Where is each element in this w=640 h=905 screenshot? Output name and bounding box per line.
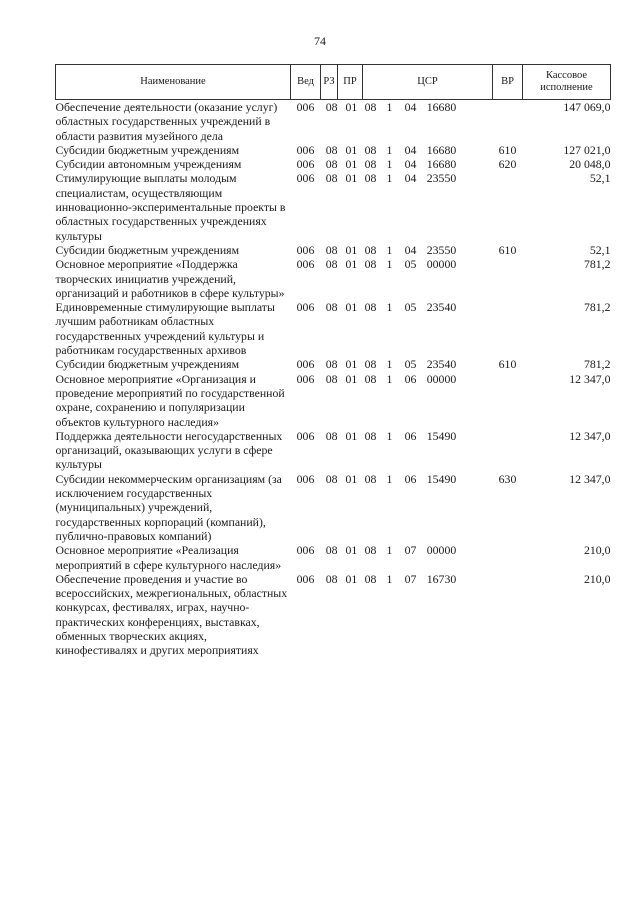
- row-name: Основное мероприятие «Реализация мероприятий в сфере культурного наследия»: [55, 543, 282, 572]
- row-amount: 210,0: [583, 571, 611, 586]
- row-rz-pr: [321, 543, 363, 572]
- row-csr-subprogram: 1: [386, 171, 393, 186]
- row-vr: [493, 171, 523, 242]
- table-body: [56, 100, 611, 658]
- row-amount: 210,0: [583, 543, 611, 558]
- header-pr: ПР: [338, 65, 363, 100]
- row-rz: 08: [325, 157, 338, 172]
- row-csr-direction: 15490: [426, 428, 457, 443]
- header-amount: Кассовое исполнение: [523, 65, 611, 100]
- table-row: [56, 472, 611, 543]
- table-header-row: [56, 65, 611, 100]
- row-amount: 52,1: [589, 242, 611, 257]
- row-rz-pr: [321, 572, 363, 658]
- table-row: [56, 171, 611, 242]
- page-number: 74: [314, 34, 326, 48]
- row-rz-pr: [321, 100, 363, 143]
- row-ved: 006: [296, 571, 315, 586]
- row-csr-event: 04: [404, 242, 417, 257]
- row-csr-event: 04: [404, 142, 417, 157]
- row-ved: 006: [296, 428, 315, 443]
- row-vr: [493, 100, 523, 143]
- row-vr: [493, 572, 523, 658]
- row-csr: [363, 100, 493, 143]
- row-csr-program: 08: [364, 428, 377, 443]
- header-csr: ЦСР: [363, 65, 493, 100]
- row-csr-event: 05: [404, 300, 417, 315]
- row-csr-direction: 00000: [426, 543, 457, 558]
- row-csr-subprogram: 1: [386, 242, 393, 257]
- row-rz: 08: [325, 571, 338, 586]
- row-ved: 006: [296, 257, 315, 272]
- row-csr-event: 04: [404, 171, 417, 186]
- row-ved: 006: [296, 157, 315, 172]
- header-rz: РЗ: [321, 65, 338, 100]
- row-ved: 006: [296, 543, 315, 558]
- row-csr: [363, 143, 493, 157]
- row-csr-direction: 23550: [426, 171, 457, 186]
- row-csr-subprogram: 1: [386, 357, 393, 372]
- budget-table: [55, 64, 611, 658]
- row-rz-pr: [321, 143, 363, 157]
- row-vr: 620: [498, 157, 517, 172]
- row-rz: 08: [325, 371, 338, 386]
- row-csr-program: 08: [364, 571, 377, 586]
- row-rz: 08: [325, 300, 338, 315]
- row-csr: [363, 357, 493, 371]
- row-vr: [493, 300, 523, 357]
- row-rz: 08: [325, 100, 338, 114]
- row-csr-subprogram: 1: [386, 157, 393, 172]
- row-vr: [493, 429, 523, 472]
- row-csr-subprogram: 1: [386, 571, 393, 586]
- header-ved: Вед: [291, 65, 321, 100]
- row-pr: 01: [345, 171, 358, 186]
- row-csr-program: 08: [364, 242, 377, 257]
- row-ved: 006: [296, 242, 315, 257]
- row-csr: [363, 572, 493, 658]
- row-pr: 01: [345, 300, 358, 315]
- row-csr: [363, 472, 493, 543]
- row-csr-event: 05: [404, 357, 417, 372]
- row-csr-event: 04: [404, 100, 417, 114]
- row-rz: 08: [325, 171, 338, 186]
- table-row: [56, 257, 611, 300]
- row-name: Субсидии автономным учреждениям: [55, 157, 242, 172]
- table-row: [56, 543, 611, 572]
- row-csr-subprogram: 1: [386, 543, 393, 558]
- row-name: Субсидии бюджетным учреждениям: [55, 357, 240, 372]
- row-csr: [363, 372, 493, 429]
- row-csr: [363, 257, 493, 300]
- row-csr-direction: 00000: [426, 257, 457, 272]
- row-amount: 781,2: [583, 300, 611, 315]
- row-amount: 52,1: [589, 171, 611, 186]
- row-name: Основное мероприятие «Поддержка творческих инициатив учреждений, организаций и работников в сфере культуры»: [55, 257, 285, 300]
- row-name: Поддержка деятельности негосударственных организаций, оказывающих услуги в сфере культуры: [55, 428, 283, 472]
- row-ved: 006: [296, 357, 315, 372]
- row-pr: 01: [345, 100, 358, 114]
- row-csr-program: 08: [364, 300, 377, 315]
- row-vr: 610: [498, 242, 517, 257]
- row-pr: 01: [345, 142, 358, 157]
- row-csr-subprogram: 1: [386, 428, 393, 443]
- row-name: Субсидии бюджетным учреждениям: [55, 142, 240, 157]
- row-name: Единовременные стимулирующие выплаты лучшим работникам областных государственных учреждений культуры и работникам государственных архивов: [55, 300, 275, 358]
- table-row: [56, 300, 611, 357]
- row-rz: 08: [325, 242, 338, 257]
- row-csr-program: 08: [364, 157, 377, 172]
- row-name: Стимулирующие выплаты молодым специалистам, осуществляющим инновационно-экспериментальные проекты в областных государственных учреждениях культуры: [55, 171, 286, 243]
- row-rz: 08: [325, 543, 338, 558]
- row-pr: 01: [345, 242, 358, 257]
- row-vr: 610: [498, 142, 517, 157]
- row-csr: [363, 429, 493, 472]
- row-rz-pr: [321, 472, 363, 543]
- row-csr-direction: 23540: [426, 357, 457, 372]
- row-csr-subprogram: 1: [386, 100, 393, 114]
- row-csr-direction: 23540: [426, 300, 457, 315]
- row-csr-program: 08: [364, 100, 377, 114]
- header-name: Наименование: [56, 65, 291, 100]
- row-csr-program: 08: [364, 357, 377, 372]
- row-name: Субсидии бюджетным учреждениям: [55, 242, 240, 257]
- row-rz-pr: [321, 357, 363, 371]
- row-csr-program: 08: [364, 257, 377, 272]
- row-csr-program: 08: [364, 171, 377, 186]
- row-rz-pr: [321, 171, 363, 242]
- row-csr: [363, 300, 493, 357]
- row-name: Основное мероприятие «Организация и проведение мероприятий по государственной охране, сохранению и популяризации объектов культурного наследия»: [55, 371, 285, 429]
- row-vr: [493, 372, 523, 429]
- row-csr-subprogram: 1: [386, 300, 393, 315]
- row-csr-program: 08: [364, 371, 377, 386]
- row-csr-direction: 16680: [426, 100, 457, 114]
- table-row: [56, 429, 611, 472]
- row-name: Субсидии некоммерческим организациям (за исключением государственных (муниципальных) учреждений, государственных корпораций (компаний), публично-правовых компаний): [55, 471, 282, 543]
- row-rz: 08: [325, 257, 338, 272]
- row-rz-pr: [321, 429, 363, 472]
- row-amount: 12 347,0: [569, 428, 611, 443]
- row-ved: 006: [296, 471, 315, 486]
- row-vr: 630: [498, 471, 517, 486]
- row-csr-event: 04: [404, 157, 417, 172]
- row-csr: [363, 543, 493, 572]
- row-csr-subprogram: 1: [386, 257, 393, 272]
- row-pr: 01: [345, 571, 358, 586]
- row-csr: [363, 157, 493, 171]
- row-csr-program: 08: [364, 543, 377, 558]
- row-name: Обеспечение деятельности (оказание услуг) областных государственных учреждений в области развития музейного дела: [55, 100, 278, 143]
- row-rz-pr: [321, 243, 363, 257]
- row-rz: 08: [325, 471, 338, 486]
- table-row: [56, 143, 611, 157]
- row-pr: 01: [345, 428, 358, 443]
- row-csr-direction: 16730: [426, 571, 457, 586]
- row-csr-subprogram: 1: [386, 142, 393, 157]
- row-csr: [363, 171, 493, 242]
- row-vr: [493, 257, 523, 300]
- table-row: [56, 157, 611, 171]
- row-vr: 610: [498, 357, 517, 372]
- row-csr-subprogram: 1: [386, 371, 393, 386]
- row-csr-event: 05: [404, 257, 417, 272]
- row-rz-pr: [321, 257, 363, 300]
- row-pr: 01: [345, 257, 358, 272]
- row-amount: 147 069,0: [563, 100, 611, 114]
- row-amount: 12 347,0: [569, 471, 611, 486]
- table-row: [56, 572, 611, 658]
- row-csr-event: 06: [404, 471, 417, 486]
- row-csr-program: 08: [364, 142, 377, 157]
- row-ved: 006: [296, 100, 315, 114]
- row-csr-event: 06: [404, 428, 417, 443]
- row-csr-direction: 15490: [426, 471, 457, 486]
- row-rz-pr: [321, 300, 363, 357]
- row-csr-program: 08: [364, 471, 377, 486]
- row-amount: 781,2: [583, 357, 611, 372]
- row-pr: 01: [345, 371, 358, 386]
- row-csr-direction: 16680: [426, 142, 457, 157]
- table-row: [56, 100, 611, 143]
- row-csr-subprogram: 1: [386, 471, 393, 486]
- header-vr: ВР: [493, 65, 523, 100]
- row-ved: 006: [296, 371, 315, 386]
- row-rz: 08: [325, 357, 338, 372]
- row-pr: 01: [345, 543, 358, 558]
- row-amount: 781,2: [583, 257, 611, 272]
- table-row: [56, 372, 611, 429]
- row-csr-direction: 23550: [426, 242, 457, 257]
- row-pr: 01: [345, 471, 358, 486]
- row-pr: 01: [345, 357, 358, 372]
- row-ved: 006: [296, 171, 315, 186]
- row-csr-event: 06: [404, 371, 417, 386]
- table-row: [56, 243, 611, 257]
- row-csr: [363, 243, 493, 257]
- row-amount: 20 048,0: [569, 157, 611, 172]
- row-rz: 08: [325, 142, 338, 157]
- row-amount: 12 347,0: [569, 371, 611, 386]
- row-csr-direction: 00000: [426, 371, 457, 386]
- row-pr: 01: [345, 157, 358, 172]
- row-vr: [493, 543, 523, 572]
- row-ved: 006: [296, 300, 315, 315]
- row-name: Обеспечение проведения и участие во всероссийских, межрегиональных, областных конкурсах, фестивалях, играх, научно-практических конференциях, выставках, обменных творческих акциях, кинофестивалях и других мероприятиях: [55, 571, 288, 658]
- row-csr-event: 07: [404, 543, 417, 558]
- row-amount: 127 021,0: [563, 142, 611, 157]
- row-rz: 08: [325, 428, 338, 443]
- row-ved: 006: [296, 142, 315, 157]
- row-rz-pr: [321, 372, 363, 429]
- row-csr-event: 07: [404, 571, 417, 586]
- row-csr-direction: 16680: [426, 157, 457, 172]
- row-rz-pr: [321, 157, 363, 171]
- table-row: [56, 357, 611, 371]
